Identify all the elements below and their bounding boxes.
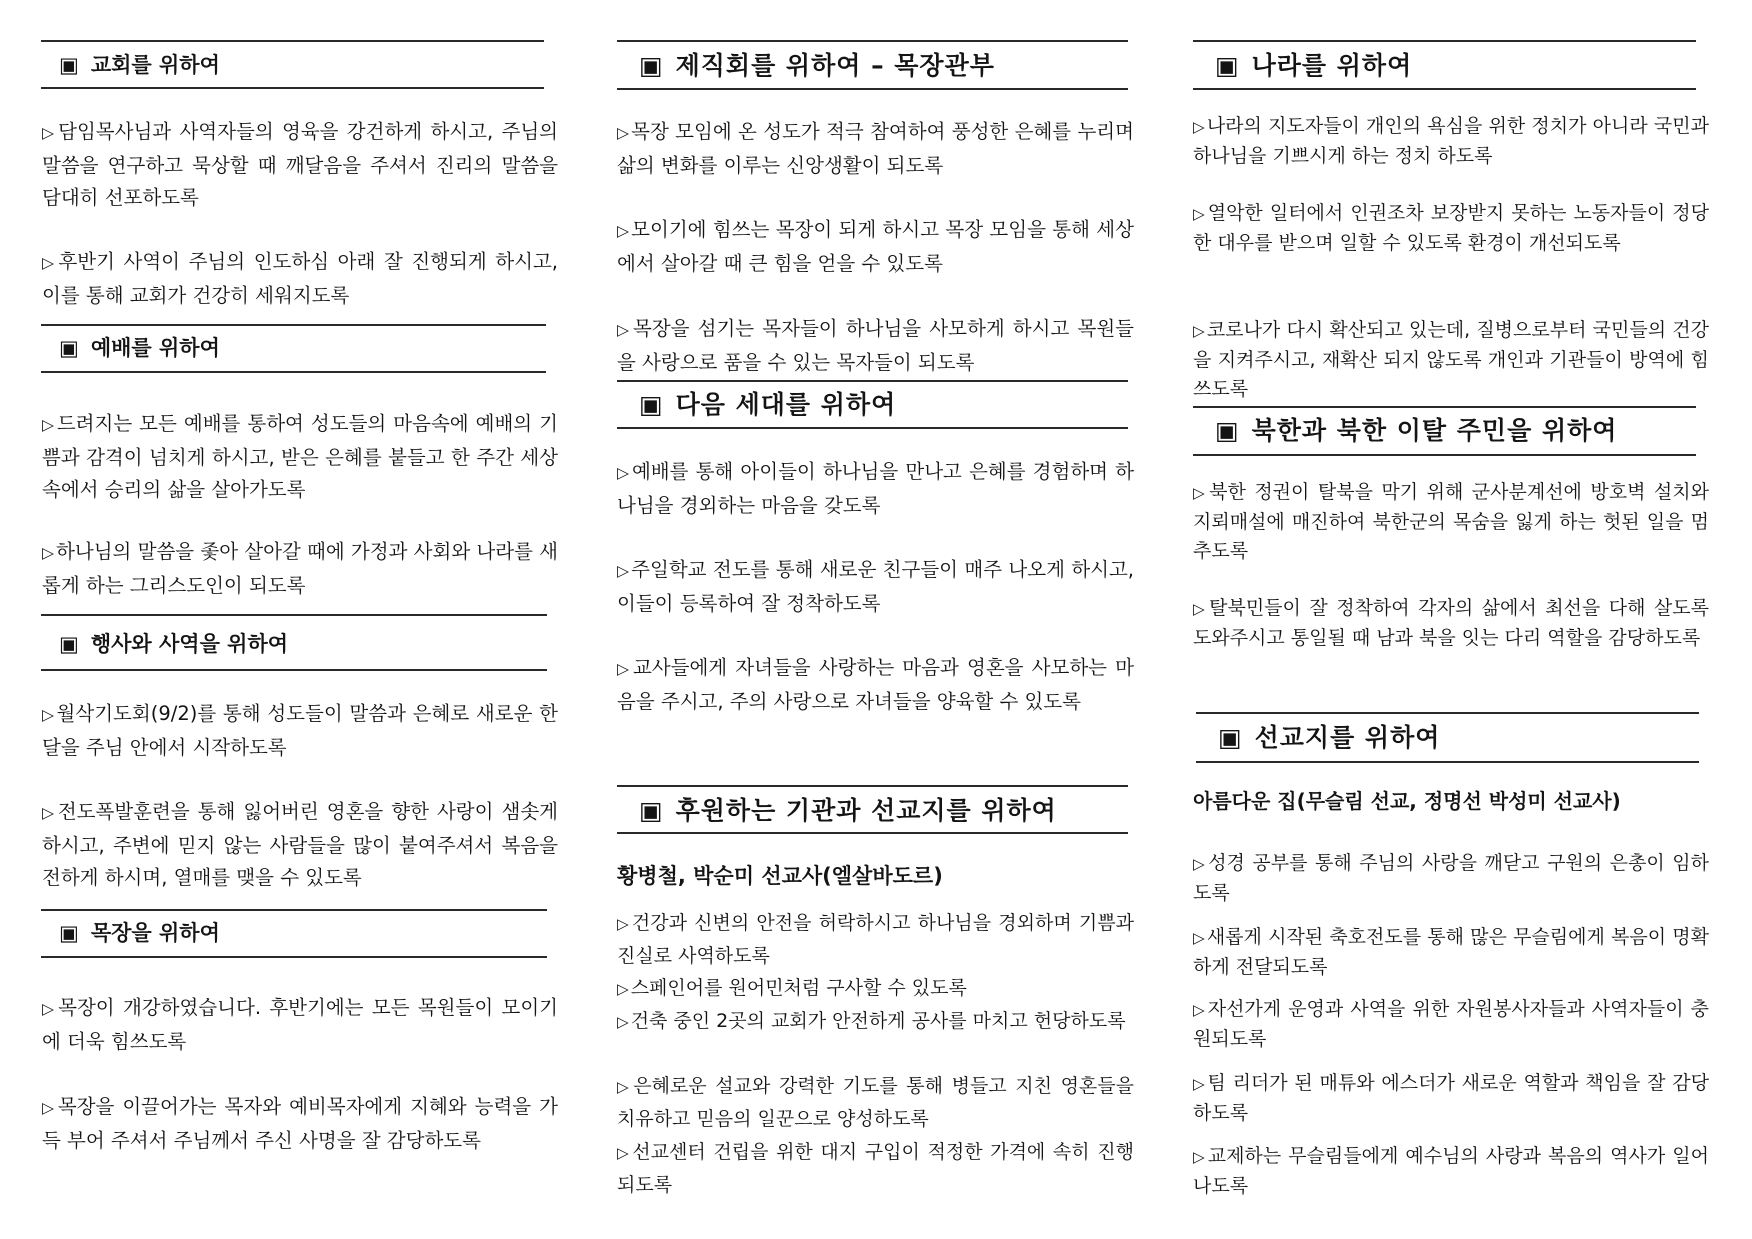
square-marker-icon: ▣ xyxy=(59,921,79,945)
heading-text: 선교지를 위하여 xyxy=(1254,723,1441,752)
divider xyxy=(1193,454,1696,456)
prayer-item xyxy=(1193,112,1709,171)
triangle-bullet-icon: ▷ xyxy=(1193,118,1205,136)
heading-text: 예배를 위하여 xyxy=(90,336,220,360)
heading-text: 후원하는 기관과 선교지를 위하여 xyxy=(675,796,1057,825)
divider xyxy=(1193,88,1696,90)
prayer-text: 건축 중인 2곳의 교회가 안전하게 공사를 마치고 헌당하도록 xyxy=(630,1010,1126,1032)
prayer-item xyxy=(617,907,1134,972)
prayer-text: 북한 정권이 탈북을 막기 위해 군사분계선에 방호벽 설치와 지뢰매설에 매진하여 북한군의 목숨을 잃게 하는 헛된 일을 멈추도록 xyxy=(1193,481,1709,562)
triangle-bullet-icon: ▷ xyxy=(42,804,56,822)
prayer-text: 코로나가 다시 확산되고 있는데, 질병으로부터 국민들의 건강을 지켜주시고, 재확산 되지 않도록 개인과 기관들이 방역에 힘쓰도록 xyxy=(1193,319,1709,400)
divider xyxy=(617,88,1128,90)
prayer-text: 스페인어를 원어민처럼 구사할 수 있도록 xyxy=(630,977,967,999)
triangle-bullet-icon: ▷ xyxy=(1193,484,1208,502)
prayer-item xyxy=(617,214,1134,280)
prayer-text: 목장을 이끌어가는 목자와 예비목자에게 지혜와 능력을 가득 부어 주셔서 주님께서 주신 사명을 잘 감당하도록 xyxy=(42,1095,558,1152)
prayer-item xyxy=(42,1091,558,1157)
triangle-bullet-icon: ▷ xyxy=(617,1144,631,1162)
triangle-bullet-icon: ▷ xyxy=(42,706,55,724)
prayer-item xyxy=(617,313,1134,379)
triangle-bullet-icon: ▷ xyxy=(42,124,57,142)
prayer-item xyxy=(1193,316,1709,404)
prayer-text: 목장이 개강하였습니다. 후반기에는 모든 목원들이 모이기에 더욱 힘쓰도록 xyxy=(42,996,559,1053)
square-marker-icon: ▣ xyxy=(59,336,79,360)
square-marker-icon: ▣ xyxy=(1215,51,1240,80)
square-marker-icon: ▣ xyxy=(639,796,664,825)
divider xyxy=(41,40,544,42)
prayer-text: 은혜로운 설교와 강력한 기도를 통해 병들고 지친 영혼들을 치유하고 믿음의 일꾼으로 양성하도록 xyxy=(617,1075,1134,1130)
prayer-item xyxy=(617,456,1134,522)
divider xyxy=(41,909,547,911)
prayer-text: 팀 리더가 된 매튜와 에스더가 새로운 역할과 책임을 잘 감당하도록 xyxy=(1193,1072,1709,1124)
divider xyxy=(41,371,546,373)
section-heading-events xyxy=(59,634,288,655)
prayer-text: 하나님의 말씀을 좇아 살아갈 때에 가정과 사회와 나라를 새롭게 하는 그리스도인이 되도록 xyxy=(42,540,558,597)
prayer-item xyxy=(617,1005,1134,1038)
prayer-item xyxy=(42,116,558,215)
square-marker-icon: ▣ xyxy=(59,632,79,656)
divider xyxy=(41,669,547,671)
prayer-item xyxy=(1193,849,1709,908)
prayer-text: 자선가게 운영과 사역을 위한 자원봉사자들과 사역자들이 충원되도록 xyxy=(1193,998,1709,1050)
divider xyxy=(1193,406,1696,408)
section-heading-deacons xyxy=(639,53,995,78)
prayer-text: 목장을 섬기는 목자들이 하나님을 사모하게 하시고 목원들을 사랑으로 품을 수 있는 목자들이 되도록 xyxy=(617,317,1134,374)
prayer-item xyxy=(617,1136,1134,1201)
heading-text: 제직회를 위하여 – 목장관부 xyxy=(675,51,995,80)
prayer-item xyxy=(617,1070,1134,1135)
heading-text: 다음 세대를 위하여 xyxy=(675,390,897,419)
triangle-bullet-icon: ▷ xyxy=(1193,322,1205,340)
prayer-text: 예배를 통해 아이들이 하나님을 만나고 은혜를 경험하며 하나님을 경외하는 마음을 갖도록 xyxy=(617,460,1134,517)
triangle-bullet-icon: ▷ xyxy=(42,254,57,272)
prayer-text: 후반기 사역이 주님의 인도하심 아래 잘 진행되게 하시고, 이를 통해 교회가 건강히 세워지도록 xyxy=(42,250,558,307)
prayer-text: 담임목사님과 사역자들의 영육을 강건하게 하시고, 주님의 말씀을 연구하고 묵상할 때 깨달음을 주셔서 진리의 말씀을 담대히 선포하도록 xyxy=(42,120,559,209)
prayer-item xyxy=(42,796,558,895)
divider xyxy=(1196,761,1699,763)
divider xyxy=(617,785,1128,787)
section-heading-next-generation xyxy=(639,392,896,417)
section-heading-church xyxy=(59,55,220,76)
prayer-item xyxy=(42,246,558,312)
divider xyxy=(617,380,1128,382)
divider xyxy=(41,87,544,89)
triangle-bullet-icon: ▷ xyxy=(1193,1148,1206,1166)
prayer-text: 월삭기도회(9/2)를 통해 성도들이 말씀과 은혜로 새로운 한 달을 주님 안에서 시작하도록 xyxy=(42,702,558,759)
triangle-bullet-icon: ▷ xyxy=(617,1013,629,1031)
heading-text: 나라를 위하여 xyxy=(1251,51,1413,80)
prayer-item xyxy=(1193,478,1709,566)
prayer-item xyxy=(42,698,558,764)
prayer-item xyxy=(1193,995,1709,1054)
square-marker-icon: ▣ xyxy=(59,53,79,77)
prayer-item xyxy=(1193,594,1709,653)
divider xyxy=(41,956,547,958)
prayer-text: 전도폭발훈련을 통해 잃어버린 영혼을 향한 사랑이 샘솟게 하시고, 주변에 믿지 않는 사람들을 많이 붙여주셔서 복음을 전하게 하시며, 열매를 맺을 수 있도록 xyxy=(42,800,558,889)
triangle-bullet-icon: ▷ xyxy=(617,915,630,933)
heading-text: 목장을 위하여 xyxy=(90,921,220,945)
prayer-text: 열악한 일터에서 인권조차 보장받지 못하는 노동자들이 정당한 대우를 받으며 일할 수 있도록 환경이 개선되도록 xyxy=(1193,202,1709,254)
prayer-text: 모이기에 힘쓰는 목장이 되게 하시고 목장 모임을 통해 세상에서 살아갈 때 큰 힘을 얻을 수 있도록 xyxy=(617,218,1134,275)
prayer-item xyxy=(42,408,558,507)
prayer-text: 건강과 신변의 안전을 허락하시고 하나님을 경외하며 기쁨과 진실로 사역하도록 xyxy=(617,912,1134,967)
missionary-name: 아름다운 집(무슬림 선교, 정명선 박성미 선교사) xyxy=(1193,789,1621,813)
prayer-item xyxy=(617,652,1134,718)
square-marker-icon: ▣ xyxy=(1218,723,1243,752)
heading-text: 교회를 위하여 xyxy=(90,53,220,77)
triangle-bullet-icon: ▷ xyxy=(617,562,630,580)
divider xyxy=(1193,40,1696,42)
divider xyxy=(41,614,547,616)
prayer-text: 탈북민들이 잘 정착하여 각자의 삶에서 최선을 다해 살도록 도와주시고 통일될 때 남과 북을 잇는 다리 역할을 감당하도록 xyxy=(1193,597,1709,649)
triangle-bullet-icon: ▷ xyxy=(617,124,630,142)
prayer-text: 성경 공부를 통해 주님의 사랑을 깨닫고 구원의 은총이 임하도록 xyxy=(1193,852,1709,904)
triangle-bullet-icon: ▷ xyxy=(1193,205,1206,223)
triangle-bullet-icon: ▷ xyxy=(42,1000,57,1018)
prayer-text: 나라의 지도자들이 개인의 욕심을 위한 정치가 아니라 국민과 하나님을 기쁘시게 하는 정치 하도록 xyxy=(1193,115,1709,167)
divider xyxy=(617,40,1128,42)
triangle-bullet-icon: ▷ xyxy=(1193,600,1208,618)
triangle-bullet-icon: ▷ xyxy=(1193,929,1205,947)
triangle-bullet-icon: ▷ xyxy=(617,1078,632,1096)
prayer-text: 교사들에게 자녀들을 사랑하는 마음과 영혼을 사모하는 마음을 주시고, 주의 사랑으로 자녀들을 양육할 수 있도록 xyxy=(617,656,1134,713)
divider xyxy=(617,832,1128,834)
divider xyxy=(41,324,546,326)
triangle-bullet-icon: ▷ xyxy=(42,1099,56,1117)
square-marker-icon: ▣ xyxy=(639,51,664,80)
prayer-text: 교제하는 무슬림들에게 예수님의 사랑과 복음의 역사가 일어나도록 xyxy=(1193,1145,1709,1197)
triangle-bullet-icon: ▷ xyxy=(617,321,631,339)
section-heading-worship xyxy=(59,338,220,359)
triangle-bullet-icon: ▷ xyxy=(1193,1075,1206,1093)
triangle-bullet-icon: ▷ xyxy=(1193,1001,1206,1019)
triangle-bullet-icon: ▷ xyxy=(617,464,630,482)
triangle-bullet-icon: ▷ xyxy=(42,544,55,562)
prayer-item xyxy=(42,992,558,1058)
prayer-item xyxy=(617,972,1134,1005)
prayer-item xyxy=(1193,199,1709,258)
heading-text: 북한과 북한 이탈 주민을 위하여 xyxy=(1251,416,1618,445)
divider xyxy=(617,427,1128,429)
triangle-bullet-icon: ▷ xyxy=(1193,855,1207,873)
section-heading-nation xyxy=(1215,53,1412,78)
prayer-item xyxy=(42,536,558,602)
missionary-name: 황병철, 박순미 선교사(엘살바도르) xyxy=(617,864,943,888)
prayer-text: 선교센터 건립을 위한 대지 구입이 적정한 가격에 속히 진행되도록 xyxy=(617,1141,1134,1196)
triangle-bullet-icon: ▷ xyxy=(617,222,630,240)
prayer-text: 주일학교 전도를 통해 새로운 친구들이 매주 나오게 하시고, 이들이 등록하여 잘 정착하도록 xyxy=(617,558,1134,615)
square-marker-icon: ▣ xyxy=(1215,416,1240,445)
prayer-text: 목장 모임에 온 성도가 적극 참여하여 풍성한 은혜를 누리며 삶의 변화를 이루는 신앙생활이 되도록 xyxy=(617,120,1134,177)
triangle-bullet-icon: ▷ xyxy=(617,660,631,678)
section-heading-north-korea xyxy=(1215,418,1617,443)
prayer-item xyxy=(617,554,1134,620)
prayer-item xyxy=(1193,923,1709,982)
prayer-item xyxy=(1193,1069,1709,1128)
prayer-item xyxy=(1193,1142,1709,1201)
prayer-text: 새롭게 시작된 축호전도를 통해 많은 무슬림에게 복음이 명확하게 전달되도록 xyxy=(1193,926,1709,978)
section-heading-supported-missions xyxy=(639,798,1057,823)
heading-text: 행사와 사역을 위하여 xyxy=(90,632,289,656)
prayer-item xyxy=(617,116,1134,182)
section-heading-mokjang xyxy=(59,923,220,944)
section-heading-mission xyxy=(1218,725,1440,750)
prayer-text: 드려지는 모든 예배를 통하여 성도들의 마음속에 예배의 기쁨과 감격이 넘치게 하시고, 받은 은혜를 붙들고 한 주간 세상 속에서 승리의 삶을 살아가도록 xyxy=(42,412,558,501)
triangle-bullet-icon: ▷ xyxy=(617,980,629,998)
divider xyxy=(1196,712,1699,714)
triangle-bullet-icon: ▷ xyxy=(42,416,55,434)
square-marker-icon: ▣ xyxy=(639,390,664,419)
